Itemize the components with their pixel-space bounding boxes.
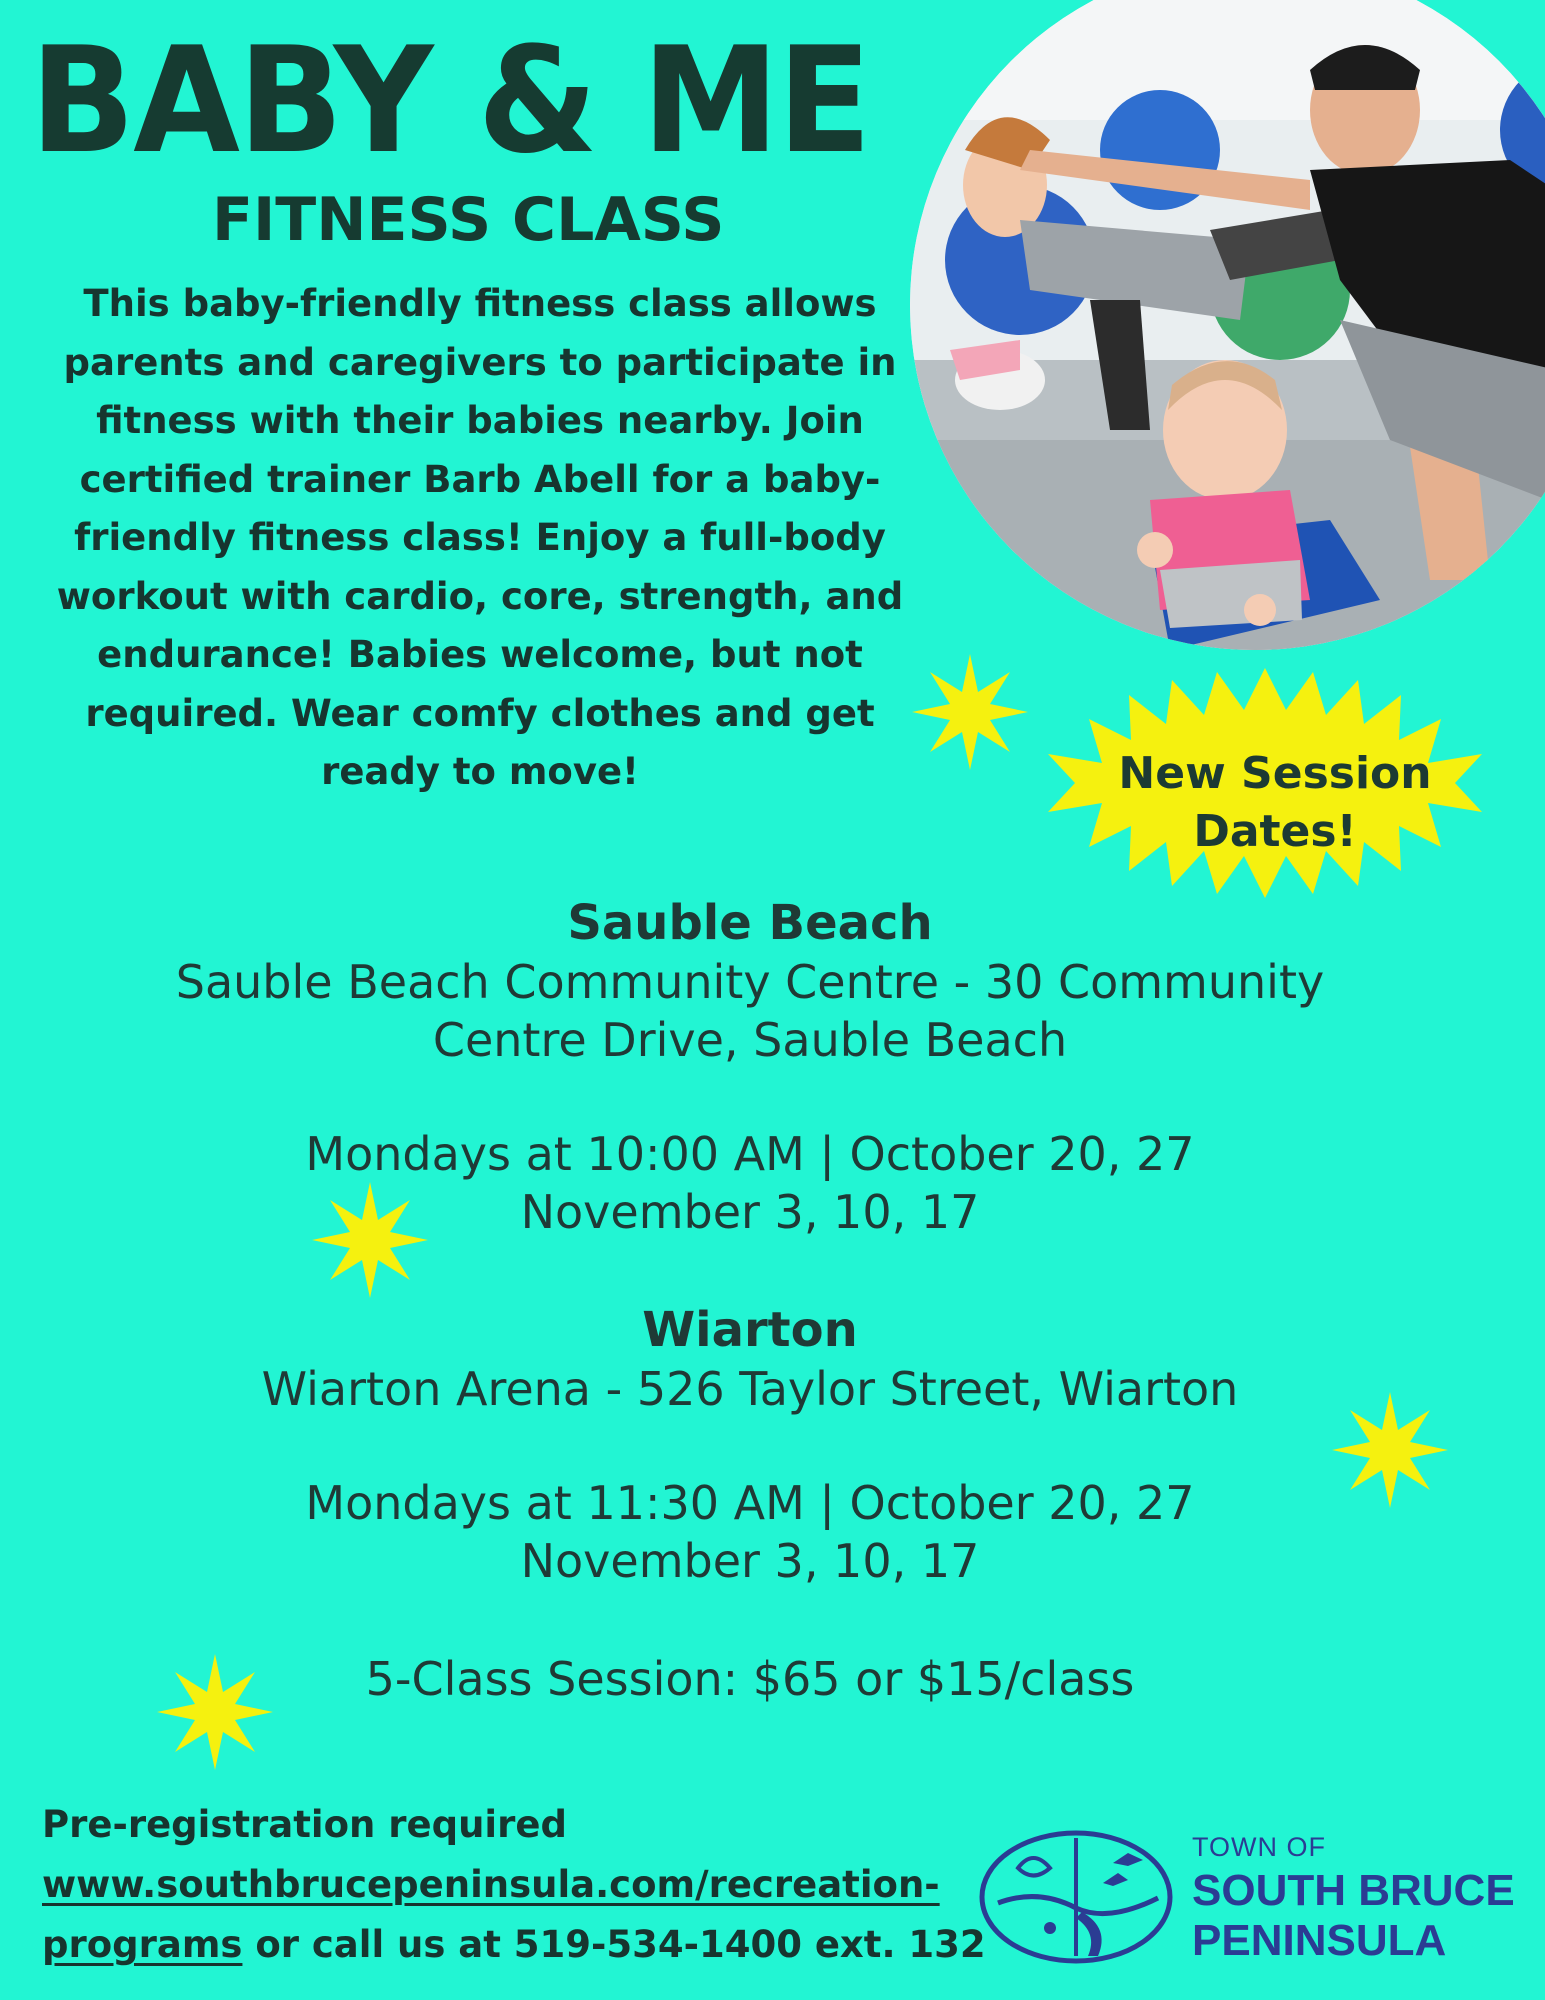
poster-title: BABY & ME — [30, 15, 870, 186]
sauble-address-line-1: Sauble Beach Community Centre - 30 Community — [175, 955, 1325, 1009]
wiarton-address: Wiarton Arena - 526 Taylor Street, Wiarton — [261, 1362, 1239, 1416]
sauble-schedule-line-1: Mondays at 10:00 AM | October 20, 27 — [305, 1127, 1195, 1181]
wiarton-schedule-line-2: November 3, 10, 17 — [520, 1534, 980, 1588]
logo-town-name — [1192, 1866, 1515, 1966]
logo-line-peninsula: PENINSULA — [1192, 1916, 1447, 1965]
logo-town-of: TOWN OF — [1192, 1832, 1326, 1862]
badge-line-2: Dates! — [1193, 806, 1357, 857]
pricing: 5-Class Session: $65 or $15/class — [365, 1652, 1135, 1706]
registration-link[interactable]: www.southbrucepeninsula.com/recreation- — [42, 1863, 940, 1906]
class-description: This baby-friendly fitness class allows parents and caregivers to participate in fitness with their babies nearby. Join certified trainer Barb Abell for a baby-friendly fitness class! Enjoy a full-body workout with cardio, core, strength, and endurance! Babies welcome, but not required. Wear comfy clothes and get ready to move! — [56, 282, 904, 793]
sparkle-icon — [910, 652, 1030, 772]
registration-link-cont[interactable]: programs — [42, 1923, 243, 1966]
sauble-schedule-line-2: November 3, 10, 17 — [520, 1185, 980, 1239]
call-text: or call us at 519-534-1400 ext. 132 — [242, 1923, 986, 1966]
registration-info — [42, 1795, 986, 1975]
location-title-sauble: Sauble Beach — [567, 895, 933, 951]
logo-line-south-bruce: SOUTH BRUCE — [1192, 1866, 1515, 1915]
family-fitness-photo — [910, 0, 1545, 650]
poster-subtitle: FITNESS CLASS — [212, 185, 725, 255]
town-logo-emblem-icon — [978, 1828, 1174, 1966]
sauble-address-line-2: Centre Drive, Sauble Beach — [432, 1013, 1068, 1067]
prereg-text: Pre-registration required — [42, 1803, 567, 1846]
badge-line-1: New Session — [1118, 748, 1432, 799]
location-title-wiarton: Wiarton — [642, 1302, 858, 1358]
wiarton-schedule-line-1: Mondays at 11:30 AM | October 20, 27 — [305, 1476, 1195, 1530]
new-session-badge — [1090, 745, 1460, 861]
